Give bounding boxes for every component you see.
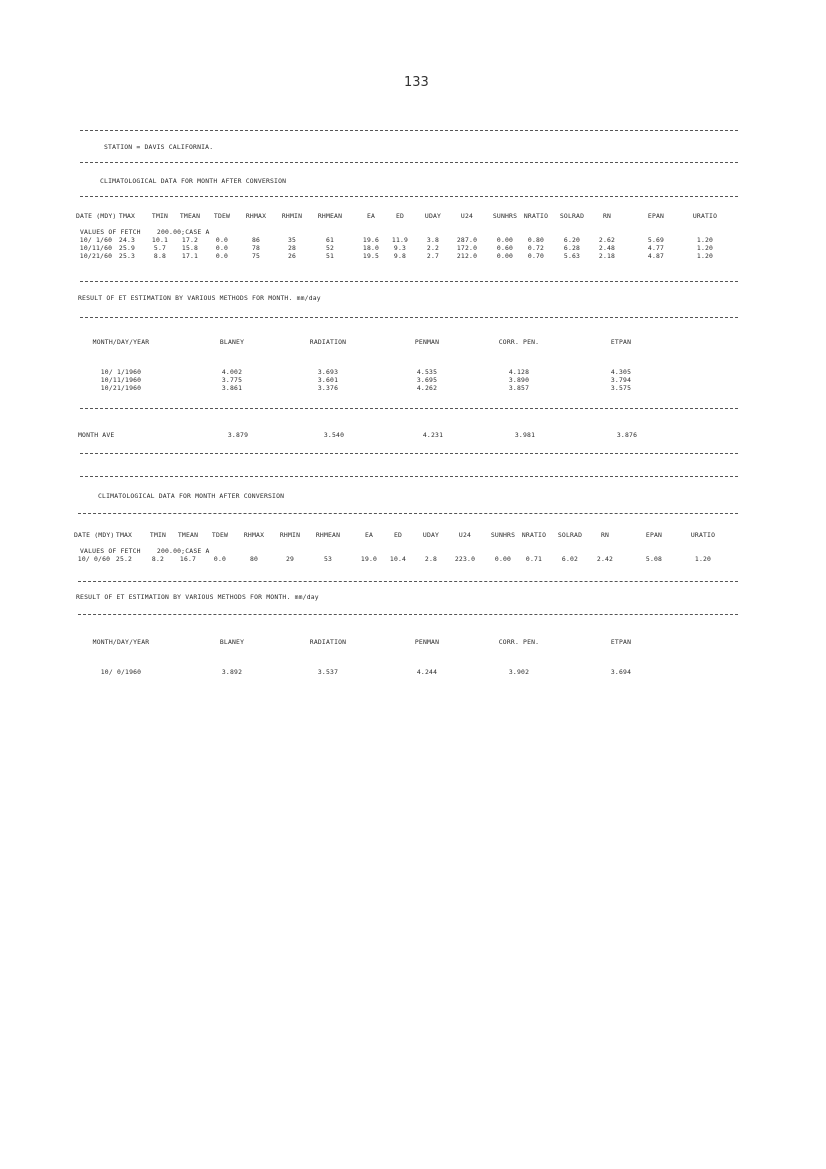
table-cell: 0.0 [213, 555, 227, 563]
dashed-rule [80, 476, 738, 477]
column-header: SUNHRS [492, 212, 518, 220]
table-cell: 51 [325, 252, 335, 260]
table-cell: 1.20 [696, 252, 714, 260]
column-header: TMEAN [177, 531, 199, 539]
result-cell: 4.128 [508, 368, 530, 376]
dashed-rule [78, 581, 738, 582]
table-cell: 25.2 [115, 555, 133, 563]
average-value: 3.981 [514, 431, 536, 439]
column-header: DATE (MDY) [76, 212, 117, 220]
table-cell: 0.60 [496, 244, 514, 252]
result-column-header: CORR. PEN. [498, 338, 540, 346]
result-cell: 3.694 [610, 668, 632, 676]
table-cell: 5.63 [563, 252, 581, 260]
column-header: RHMEAN [317, 212, 343, 220]
table-cell: 18.0 [362, 244, 380, 252]
column-header: RHMIN [281, 212, 303, 220]
table-cell: 1.20 [696, 236, 714, 244]
average-value: 3.876 [616, 431, 638, 439]
result-cell: 10/21/1960 [100, 384, 142, 392]
table-cell: 9.8 [393, 252, 407, 260]
table-cell: 287.0 [456, 236, 478, 244]
table-cell: 5.08 [645, 555, 663, 563]
column-header: NRATIO [523, 212, 549, 220]
table-cell: 2.8 [424, 555, 438, 563]
table-cell: 5.7 [153, 244, 167, 252]
result-cell: 3.890 [508, 376, 530, 384]
table-cell: 172.0 [456, 244, 478, 252]
column-header: U24 [460, 212, 474, 220]
column-header: TMAX [118, 212, 136, 220]
column-header: NRATIO [521, 531, 547, 539]
table-cell: 5.69 [647, 236, 665, 244]
dashed-rule [80, 281, 738, 282]
result-column-header: MONTH/DAY/YEAR [92, 338, 150, 346]
table-cell: 0.00 [496, 252, 514, 260]
column-header: SUNHRS [490, 531, 516, 539]
result-cell: 10/ 0/1960 [100, 668, 142, 676]
result-cell: 3.857 [508, 384, 530, 392]
result-column-header: ETPAN [610, 338, 632, 346]
column-header: UDAY [422, 531, 440, 539]
dashed-rule [80, 408, 738, 409]
column-header: TDEW [213, 212, 231, 220]
table-cell: 61 [325, 236, 335, 244]
table-cell: 26 [287, 252, 297, 260]
result-column-header: PENMAN [414, 338, 440, 346]
result-cell: 4.244 [416, 668, 438, 676]
result-column-header: PENMAN [414, 638, 440, 646]
month-average-label: MONTH AVE [78, 431, 115, 439]
table-cell: 0.71 [525, 555, 543, 563]
table-cell: 25.9 [118, 244, 136, 252]
dashed-rule [80, 196, 738, 197]
result-cell: 10/ 1/1960 [100, 368, 142, 376]
table-cell: 6.02 [561, 555, 579, 563]
column-header: UDAY [424, 212, 442, 220]
column-header: URATIO [692, 212, 718, 220]
column-header: TMIN [149, 531, 167, 539]
fetch-case-line: VALUES OF FETCH 200.00;CASE A [80, 547, 210, 555]
fetch-case-line: VALUES OF FETCH 200.00;CASE A [80, 228, 210, 236]
table-cell: 10/21/60 [79, 252, 113, 260]
table-cell: 75 [251, 252, 261, 260]
table-cell: 19.0 [360, 555, 378, 563]
table-cell: 0.72 [527, 244, 545, 252]
table-cell: 9.3 [393, 244, 407, 252]
table-cell: 17.1 [181, 252, 199, 260]
column-header: RHMIN [279, 531, 301, 539]
table-cell: 29 [285, 555, 295, 563]
section-title: CLIMATOLOGICAL DATA FOR MONTH AFTER CONVERSION [100, 177, 287, 185]
result-title: RESULT OF ET ESTIMATION BY VARIOUS METHODS FOR MONTH. mm/day [78, 294, 321, 302]
result-cell: 4.002 [221, 368, 243, 376]
table-cell: 6.20 [563, 236, 581, 244]
table-cell: 0.0 [215, 244, 229, 252]
column-header: TMEAN [179, 212, 201, 220]
table-cell: 4.77 [647, 244, 665, 252]
result-column-header: RADIATION [309, 338, 347, 346]
table-cell: 10/11/60 [79, 244, 113, 252]
table-cell: 1.20 [694, 555, 712, 563]
table-cell: 1.20 [696, 244, 714, 252]
table-cell: 0.70 [527, 252, 545, 260]
column-header: EA [366, 212, 376, 220]
table-cell: 2.2 [426, 244, 440, 252]
table-cell: 0.00 [494, 555, 512, 563]
result-cell: 4.262 [416, 384, 438, 392]
table-cell: 8.2 [151, 555, 165, 563]
table-cell: 2.7 [426, 252, 440, 260]
table-cell: 15.8 [181, 244, 199, 252]
column-header: TMIN [151, 212, 169, 220]
table-cell: 24.3 [118, 236, 136, 244]
column-header: EPAN [645, 531, 663, 539]
table-cell: 35 [287, 236, 297, 244]
column-header: EA [364, 531, 374, 539]
table-cell: 28 [287, 244, 297, 252]
table-cell: 10.4 [389, 555, 407, 563]
result-cell: 4.535 [416, 368, 438, 376]
table-cell: 80 [249, 555, 259, 563]
table-cell: 2.48 [598, 244, 616, 252]
column-header: RN [600, 531, 610, 539]
result-cell: 3.695 [416, 376, 438, 384]
result-cell: 3.537 [317, 668, 339, 676]
result-cell: 3.902 [508, 668, 530, 676]
column-header: SOLRAD [559, 212, 585, 220]
result-cell: 3.575 [610, 384, 632, 392]
table-cell: 2.42 [596, 555, 614, 563]
dashed-rule [80, 453, 738, 454]
result-cell: 3.892 [221, 668, 243, 676]
result-title: RESULT OF ET ESTIMATION BY VARIOUS METHODS FOR MONTH. mm/day [76, 593, 319, 601]
column-header: ED [395, 212, 405, 220]
column-header: SOLRAD [557, 531, 583, 539]
table-cell: 53 [323, 555, 333, 563]
table-cell: 6.28 [563, 244, 581, 252]
dashed-rule [78, 513, 738, 514]
section-title: CLIMATOLOGICAL DATA FOR MONTH AFTER CONVERSION [98, 492, 285, 500]
result-column-header: BLANEY [219, 338, 245, 346]
result-cell: 3.601 [317, 376, 339, 384]
result-cell: 10/11/1960 [100, 376, 142, 384]
table-cell: 25.3 [118, 252, 136, 260]
table-cell: 19.6 [362, 236, 380, 244]
average-value: 3.540 [323, 431, 345, 439]
table-cell: 78 [251, 244, 261, 252]
column-header: DATE (MDY) [74, 531, 115, 539]
table-cell: 10.1 [151, 236, 169, 244]
page-number: 133 [404, 75, 429, 90]
result-column-header: ETPAN [610, 638, 632, 646]
column-header: TMAX [115, 531, 133, 539]
average-value: 4.231 [422, 431, 444, 439]
column-header: U24 [458, 531, 472, 539]
table-cell: 212.0 [456, 252, 478, 260]
result-column-header: MONTH/DAY/YEAR [92, 638, 150, 646]
result-column-header: RADIATION [309, 638, 347, 646]
result-cell: 3.794 [610, 376, 632, 384]
result-cell: 4.305 [610, 368, 632, 376]
table-cell: 3.8 [426, 236, 440, 244]
table-cell: 52 [325, 244, 335, 252]
column-header: URATIO [690, 531, 716, 539]
dashed-rule [78, 614, 738, 615]
result-cell: 3.861 [221, 384, 243, 392]
table-cell: 16.7 [179, 555, 197, 563]
table-cell: 0.0 [215, 252, 229, 260]
column-header: RN [602, 212, 612, 220]
table-cell: 0.00 [496, 236, 514, 244]
result-column-header: CORR. PEN. [498, 638, 540, 646]
column-header: ED [393, 531, 403, 539]
result-cell: 3.376 [317, 384, 339, 392]
dashed-rule [80, 162, 738, 163]
dashed-rule [80, 317, 738, 318]
column-header: RHMAX [245, 212, 267, 220]
table-cell: 10/ 1/60 [79, 236, 113, 244]
table-cell: 10/ 0/60 [77, 555, 111, 563]
table-cell: 19.5 [362, 252, 380, 260]
column-header: EPAN [647, 212, 665, 220]
table-cell: 223.0 [454, 555, 476, 563]
column-header: RHMEAN [315, 531, 341, 539]
result-cell: 3.693 [317, 368, 339, 376]
table-cell: 8.8 [153, 252, 167, 260]
table-cell: 0.80 [527, 236, 545, 244]
table-cell: 11.9 [391, 236, 409, 244]
station-line: STATION = DAVIS CALIFORNIA. [104, 143, 214, 151]
table-cell: 2.62 [598, 236, 616, 244]
average-value: 3.879 [227, 431, 249, 439]
table-cell: 17.2 [181, 236, 199, 244]
result-column-header: BLANEY [219, 638, 245, 646]
result-cell: 3.775 [221, 376, 243, 384]
column-header: RHMAX [243, 531, 265, 539]
dashed-rule [80, 130, 738, 131]
table-cell: 0.0 [215, 236, 229, 244]
table-cell: 4.87 [647, 252, 665, 260]
column-header: TDEW [211, 531, 229, 539]
table-cell: 2.18 [598, 252, 616, 260]
table-cell: 86 [251, 236, 261, 244]
